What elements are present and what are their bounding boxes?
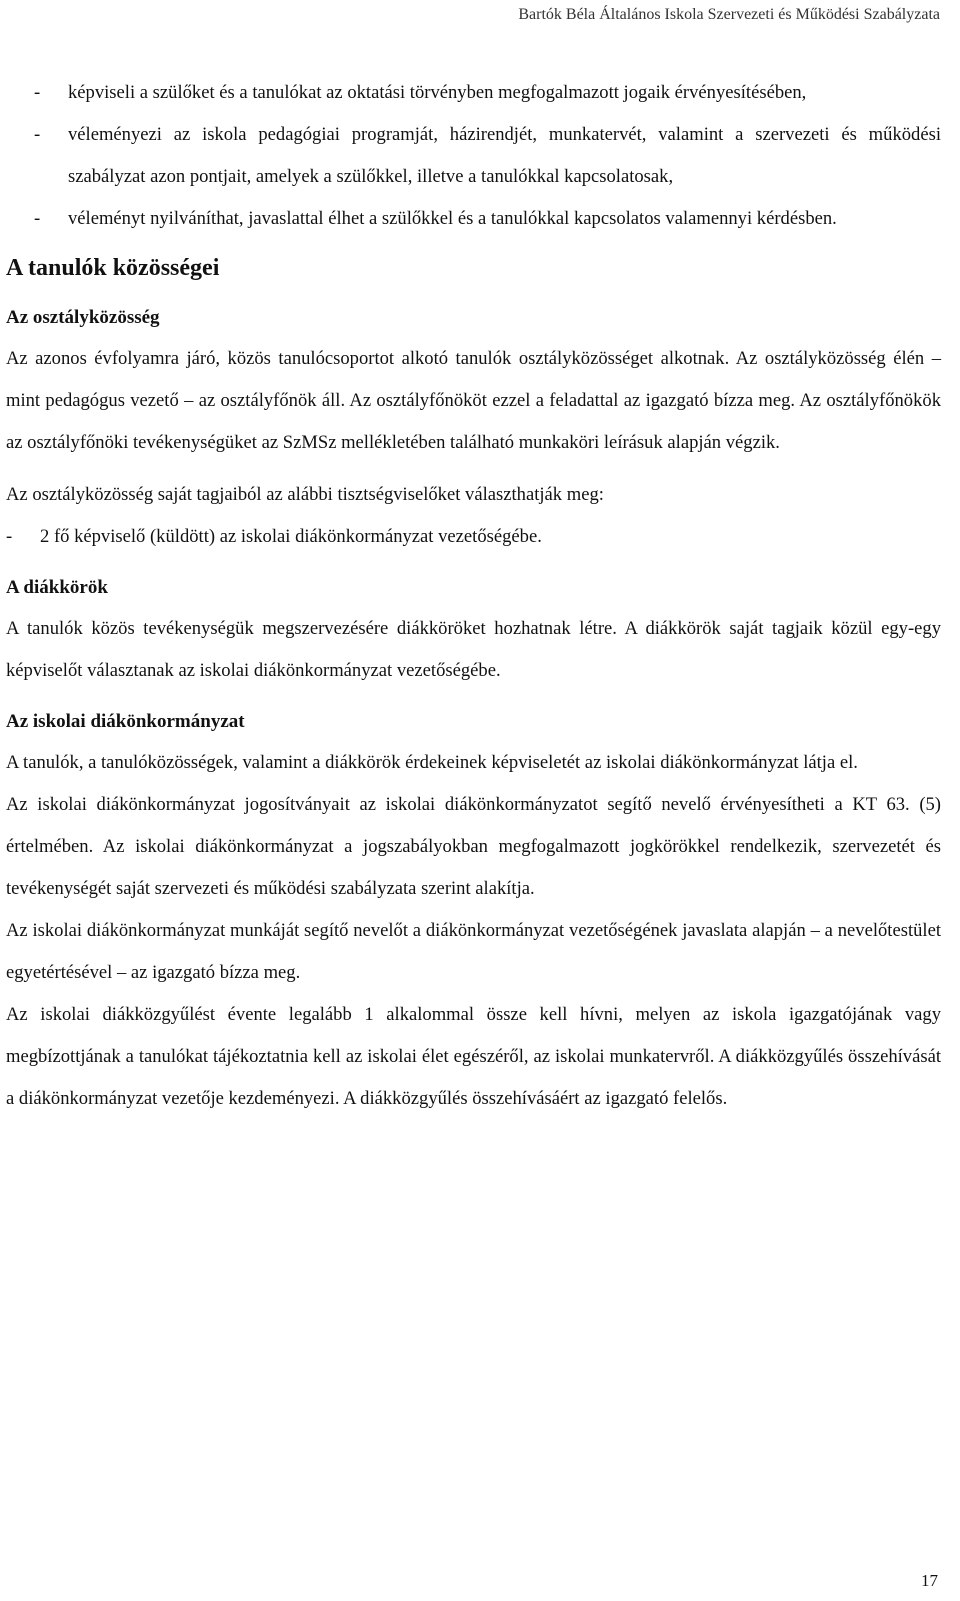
subsection-heading: A diákkörök	[6, 577, 108, 598]
bullet-text: véleményt nyilváníthat, javaslattal élhet a szülőkkel és a tanulókkal kapcsolatos valamennyi kérdésben.	[68, 208, 837, 229]
page-header: Bartók Béla Általános Iskola Szervezeti és Működési Szabályzata	[518, 6, 940, 23]
paragraph: Az azonos évfolyamra járó, közös tanulócsoportot alkotó tanulók osztályközösséget alkotnak. Az osztályközösség élén – mint pedagógus vezető – az osztályfőnök áll. Az osztályfőnököt ezzel a feladattal az igazgató bízza meg. Az osztályfőnökök az osztályfőnöki tevékenységüket az SzMSz mellékletében található munkaköri leírásuk alapján végzik.	[6, 348, 941, 453]
list-item	[6, 516, 941, 558]
paragraph: Az iskolai diákközgyűlést évente legalább 1 alkalommal össze kell hívni, melyen az iskola igazgatójának vagy megbízottjának a tanulókat tájékoztatnia kell az iskolai élet egészéről, az iskolai munkatervről. A diákközgyűlés összehívását a diákönkormányzat vezetője kezdeményezi. A diákközgyűlés összehívásáért az igazgató felelős.	[6, 1004, 941, 1109]
paragraph: Az iskolai diákönkormányzat munkáját segítő nevelőt a diákönkormányzat vezetőségének javaslata alapján – a nevelőtestület egyetértésével – az igazgató bízza meg.	[6, 920, 941, 983]
bullet-dash: -	[34, 208, 41, 229]
subsection-heading: Az iskolai diákönkormányzat	[6, 711, 245, 732]
page-number: 17	[921, 1571, 938, 1590]
paragraph: A tanulók, a tanulóközösségek, valamint a diákkörök érdekeinek képviseletét az iskolai diákönkormányzat látja el.	[6, 752, 858, 773]
bullet-text: 2 fő képviselő (küldött) az iskolai diákönkormányzat vezetőségébe.	[40, 526, 542, 547]
paragraph: Az osztályközösség saját tagjaiból az alábbi tisztségviselőket választhatják meg:	[6, 484, 604, 505]
list-item	[6, 198, 941, 240]
section-title: A tanulók közösségei	[6, 255, 220, 281]
bullet-dash: -	[34, 124, 41, 145]
list-item	[6, 72, 941, 114]
subsection-heading: Az osztályközösség	[6, 307, 160, 328]
bullet-dash: -	[6, 526, 13, 547]
page-content	[6, 72, 941, 1120]
list-item	[6, 114, 941, 198]
paragraph: A tanulók közös tevékenységük megszervezésére diákköröket hozhatnak létre. A diákkörök saját tagjaik közül egy-egy képviselőt választanak az iskolai diákönkormányzat vezetőségébe.	[6, 618, 941, 681]
paragraph: Az iskolai diákönkormányzat jogosítványait az iskolai diákönkormányzatot segítő nevelő érvényesítheti a KT 63. (5) értelmében. Az iskolai diákönkormányzat a jogszabályokban megfogalmazott jogkörökkel rendelkezik, szervezetét és tevékenységét saját szervezeti és működési szabályzata szerint alakítja.	[6, 794, 941, 899]
bullet-text: képviseli a szülőket és a tanulókat az oktatási törvényben megfogalmazott jogaik érvényesítésében,	[68, 82, 807, 103]
bullet-dash: -	[34, 82, 41, 103]
bullet-text: véleményezi az iskola pedagógiai programját, házirendjét, munkatervét, valamint a szervezeti és működési szabályzat azon pontjait, amelyek a szülőkkel, illetve a tanulókkal kapcsolatosak,	[68, 124, 941, 187]
